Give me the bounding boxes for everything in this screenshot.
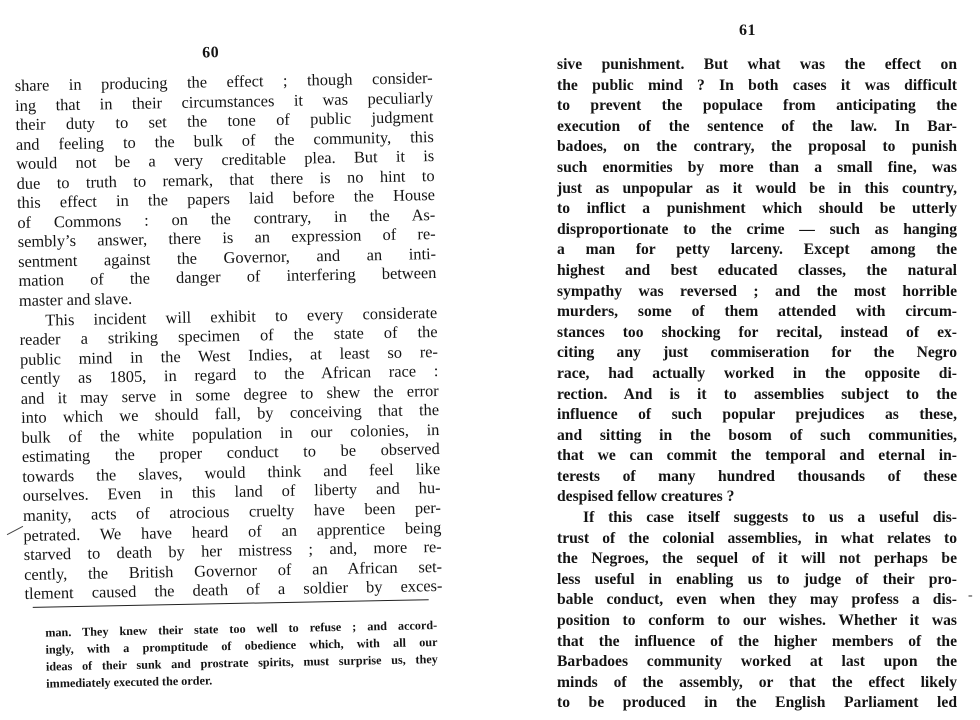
text-line: just as unpopular as it would be in this country,	[557, 179, 957, 197]
text-line: estimating the proper conduct to be observed	[21, 439, 440, 467]
text-line: trust of the colonial assemblies, in what relates to	[557, 529, 957, 547]
text-line: manity, acts of atrocious cruelty have been per-	[22, 497, 442, 526]
text-line: minds of the assembly, or that the effect likely	[557, 673, 957, 691]
text-line: to prevent the populace from anticipating the	[557, 97, 957, 115]
footnote	[45, 617, 438, 693]
text-line: ourselves. Even in this land of liberty and hu-	[22, 478, 441, 506]
text-line: If this case itself suggests to us a useful dis-	[583, 509, 957, 527]
text-line: sentment against the Governor, and an inti-	[17, 243, 437, 271]
footnote-line: immediately executed the order.	[46, 673, 213, 691]
text-line: race, had actually worked in the opposite di-	[557, 364, 957, 382]
text-line: into which we should fall, by conceiving that the	[20, 400, 440, 428]
text-line: murders, some of them attended with circum-	[557, 303, 957, 321]
footnote-line: ingly, with a promptitude of obedience which, with all our	[45, 635, 438, 657]
text-line: of Commons : on the contrary, in the As-	[17, 204, 436, 232]
text-line: to be produced in the English Parliament led	[557, 694, 957, 712]
main-text	[15, 68, 443, 604]
text-line: bable conduct, even when they may profess a dis-	[557, 591, 957, 609]
text-line: petrated. We have heard of an apprentice being	[23, 517, 442, 545]
text-line: cently, the British Governor of an African set-	[23, 556, 443, 584]
text-line: tlement caused the death of a soldier by exces-	[24, 576, 443, 604]
text-line: due to truth to remark, that there is no hint to	[16, 165, 435, 193]
text-line: badoes, on the contrary, the proposal to punish	[557, 138, 957, 156]
text-line: sembly’s answer, there is an expression of re-	[17, 224, 436, 252]
text-line: less useful in enabling us to judge of their pro-	[557, 570, 957, 588]
text-line: stances too shocking for recital, instead of ex-	[557, 323, 957, 341]
right-page	[557, 0, 957, 716]
text-line: cently as 1805, in regard to the African race :	[20, 361, 439, 389]
text-line: sive punishment. But what was the effect on	[557, 56, 957, 73]
page-number: 60	[201, 44, 220, 62]
text-line: public mind in the West Indies, at least so re-	[19, 341, 439, 369]
edge-tick-mark: -	[968, 588, 973, 603]
text-line: highest and best educated classes, the natural	[557, 261, 957, 279]
text-line: towards the slaves, would think and feel like	[22, 458, 441, 486]
text-line: would not be a very creditable plea. But it is	[16, 146, 435, 174]
text-line: such enormities by more than a small fine, was	[557, 158, 957, 176]
text-line: Barbadoes community worked at last upon the	[557, 653, 957, 671]
main-text	[557, 55, 957, 714]
text-line: and it may serve in some degree to shew the error	[20, 380, 439, 408]
page-number: 61	[739, 22, 756, 39]
text-line: This incident will exhibit to every considerate	[45, 302, 438, 330]
text-line: the public mind ? In both cases it was difficult	[557, 76, 957, 94]
text-line: citing any just commiseration for the Negro	[557, 344, 957, 362]
text-line: starved to death by her mistress ; and, more re-	[23, 537, 442, 565]
text-line: share in producing the effect ; though consider-	[14, 68, 433, 96]
footnote-line: ideas of their sunk and prostrate spirits, must surprise us, they	[45, 652, 438, 674]
text-line: rection. And is it to assemblies subject to the	[557, 385, 957, 403]
text-line: reader a striking specimen of the state of the	[19, 322, 438, 350]
text-line: the Negroes, the sequel of it will not perhaps be	[557, 550, 957, 568]
text-line: master and slave.	[18, 288, 133, 311]
text-line: mation of the danger of interfering between	[18, 263, 437, 291]
text-line: to inflict a punishment which should be utterly	[557, 200, 957, 218]
text-line: that the influence of the higher members of the	[557, 632, 957, 650]
text-line: this effect in the papers laid before the House	[16, 185, 436, 213]
text-line: and feeling to the bulk of the community, this	[15, 126, 434, 154]
text-line: and sitting in the bosom of such communities,	[557, 426, 957, 444]
text-line: their duty to set the tone of public judgment	[15, 107, 434, 135]
text-line: influence of such popular prejudices as these,	[557, 406, 957, 424]
text-line: position to conform to our wishes. Whether it was	[557, 612, 957, 630]
text-line: bulk of the white population in our colonies, in	[21, 419, 440, 447]
text-line: execution of the sentence of the law. In Bar-	[557, 117, 957, 135]
text-line: terests of many hundred thousands of these	[557, 467, 957, 485]
margin-pencil-mark	[7, 526, 23, 535]
text-line: despised fellow creatures ?	[557, 488, 735, 506]
text-line: a man for petty larceny. Except among the	[557, 241, 957, 259]
footnote-line: man. They knew their state too well to refuse ; and accord-	[45, 618, 438, 640]
left-page	[13, 0, 445, 720]
text-line: ing that in their circumstances it was peculiarly	[14, 87, 434, 115]
text-line: that we can commit the temporal and eternal in-	[557, 447, 957, 465]
text-line: sympathy was reversed ; and the most horrible	[557, 282, 957, 300]
text-line: disproportionate to the crime — such as hanging	[557, 220, 957, 238]
